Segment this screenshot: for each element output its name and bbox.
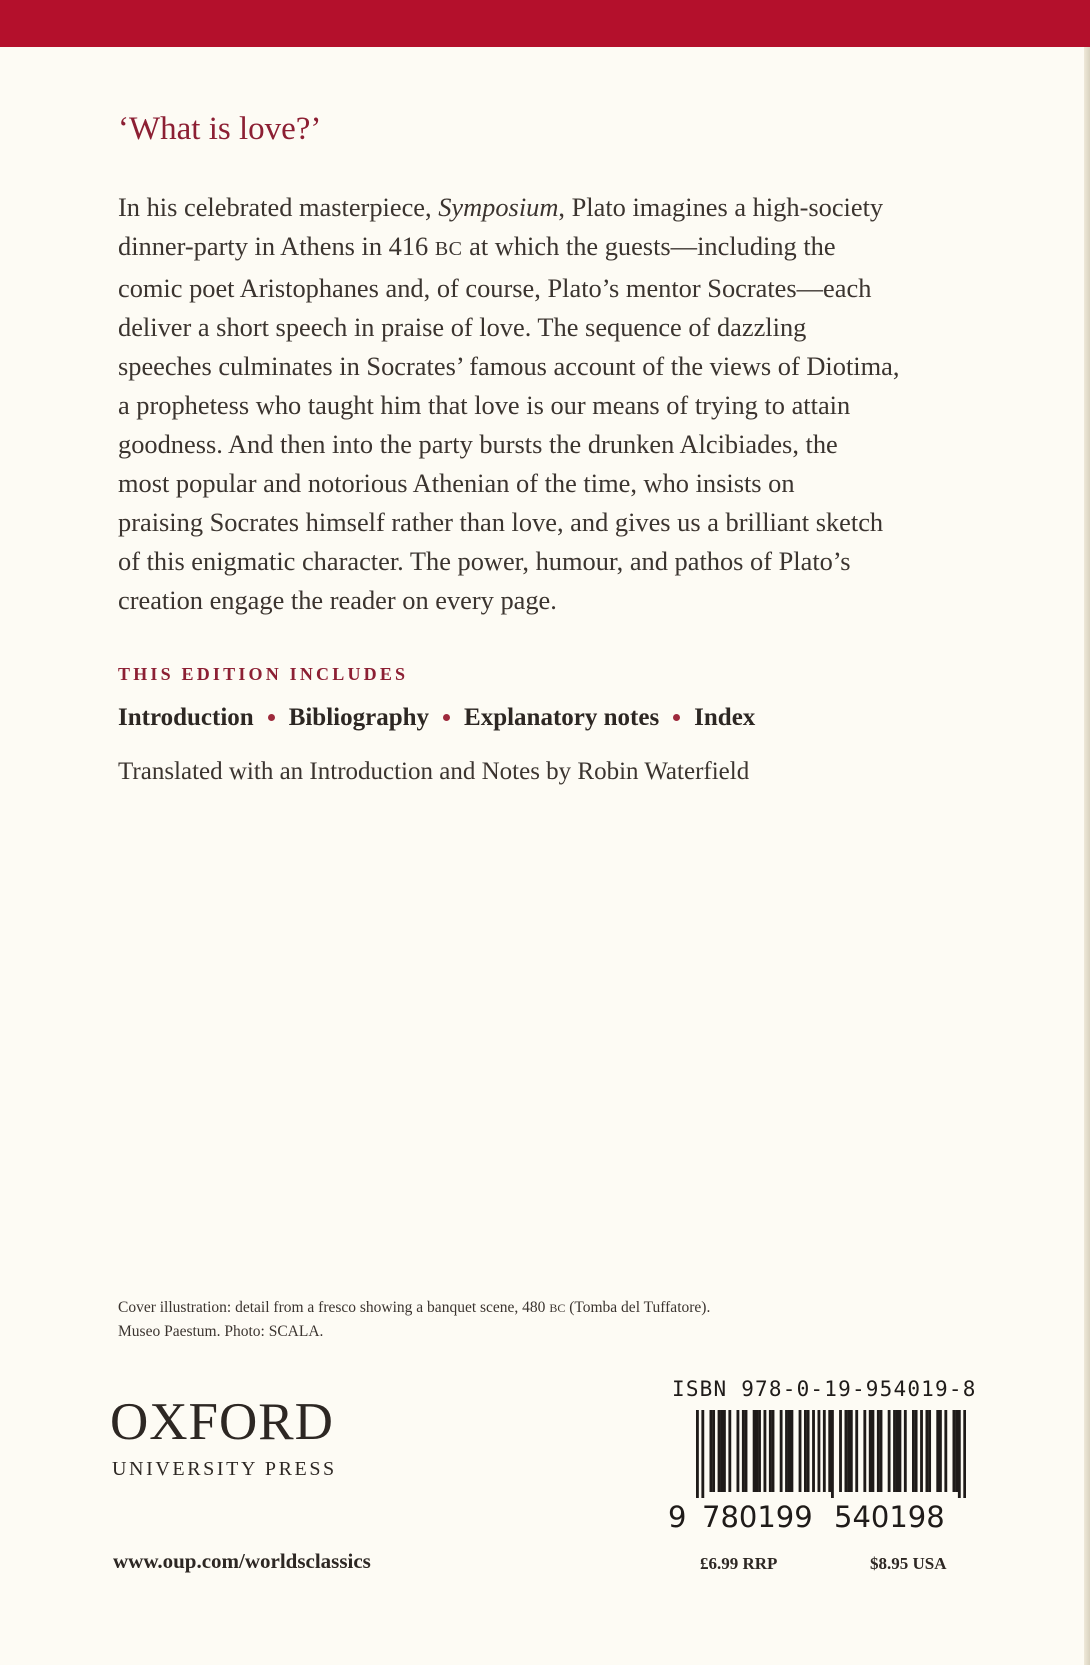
bullet-dot-icon: [673, 714, 680, 721]
publisher-logo-subtitle: UNIVERSITY PRESS: [112, 1458, 337, 1480]
page-edge: [1084, 47, 1090, 1665]
blurb-line: comic poet Aristophanes and, of course, Plato’s mentor Socrates—each: [118, 273, 872, 303]
price-uk: £6.99 RRP: [700, 1554, 778, 1573]
credit-line: Museo Paestum. Photo: SCALA.: [118, 1323, 324, 1340]
include-item: Index: [694, 704, 756, 731]
blurb-line: praising Socrates himself rather than love, and gives us a brilliant sketch: [118, 507, 884, 537]
translator-credit: Translated with an Introduction and Notes by Robin Waterfield: [118, 758, 750, 785]
barcode-digit-group: 780199: [702, 1500, 813, 1534]
credit-line: Cover illustration: detail from a fresco showing a banquet scene, 480 BC (Tomba del Tuffatore).: [118, 1299, 711, 1316]
blurb-paragraph: [118, 188, 998, 620]
blurb-line: most popular and notorious Athenian of the time, who insists on: [118, 468, 795, 498]
top-color-band: [0, 0, 1090, 47]
include-item: Explanatory notes: [464, 704, 660, 731]
blurb-line: goodness. And then into the party bursts the drunken Alcibiades, the: [118, 429, 838, 459]
edition-heading: THIS EDITION INCLUDES: [118, 664, 409, 684]
publisher-logo: OXFORD: [110, 1393, 334, 1451]
barcode-icon: [696, 1410, 966, 1498]
blurb-line: In his celebrated masterpiece, Symposium, Plato imagines a high-society: [118, 192, 884, 222]
blurb-line: dinner-party in Athens in 416 BC at which the guests—including the: [118, 231, 836, 261]
book-title-italic: Symposium: [438, 192, 559, 222]
include-item: Introduction: [118, 704, 254, 731]
blurb-line: creation engage the reader on every page.: [118, 585, 557, 615]
include-item: Bibliography: [288, 704, 430, 731]
barcode-digit-group: 540198: [834, 1500, 945, 1534]
barcode-digits: [668, 1500, 945, 1534]
bullet-dot-icon: [443, 714, 450, 721]
blurb-line: of this enigmatic character. The power, humour, and pathos of Plato’s: [118, 546, 851, 576]
headline: ‘What is love?’: [118, 111, 322, 147]
barcode-digit-group: 9: [668, 1500, 687, 1534]
price-us: $8.95 USA: [870, 1554, 947, 1573]
blurb-line: speeches culminates in Socrates’ famous account of the views of Diotima,: [118, 351, 900, 381]
blurb-line: a prophetess who taught him that love is our means of trying to attain: [118, 390, 851, 420]
publisher-website: www.oup.com/worldsclassics: [113, 1549, 371, 1573]
bullet-dot-icon: [268, 714, 275, 721]
edition-includes-list: [118, 704, 755, 732]
isbn-label: ISBN 978-0-19-954019-8: [672, 1377, 977, 1401]
blurb-line: deliver a short speech in praise of love. The sequence of dazzling: [118, 312, 807, 342]
cover-illustration-credit: [118, 1296, 710, 1344]
